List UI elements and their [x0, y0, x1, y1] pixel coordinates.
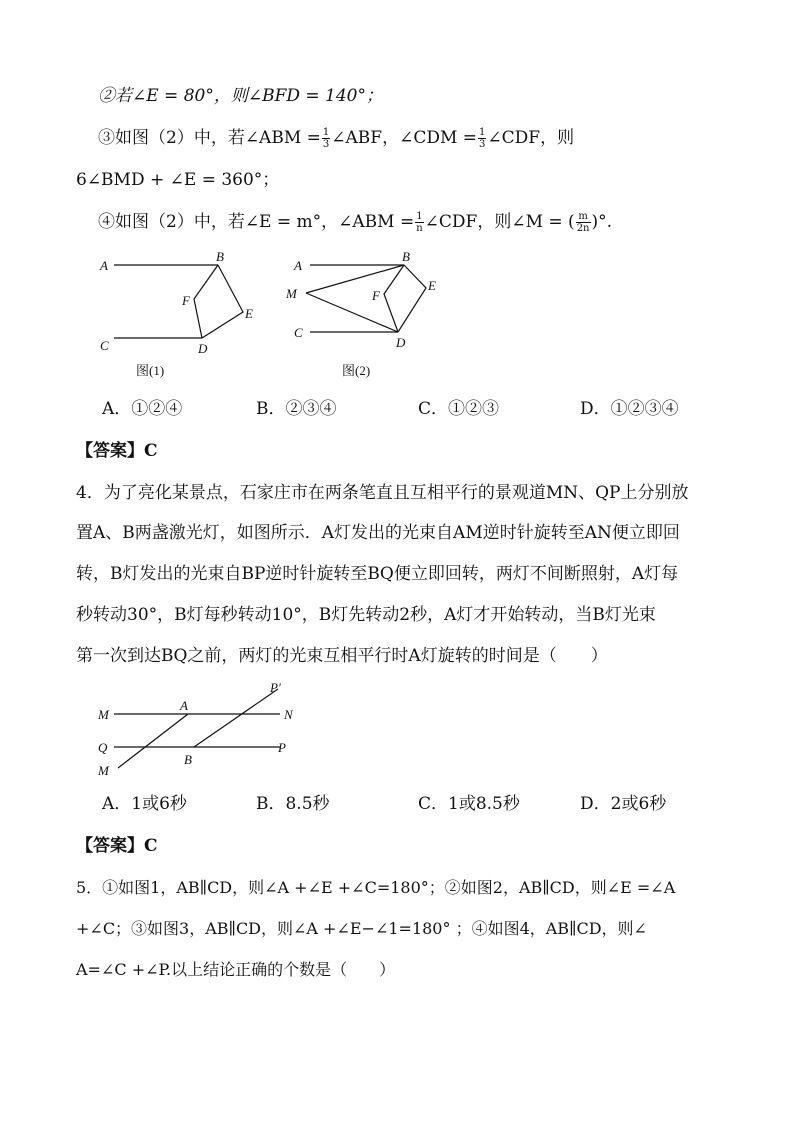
path-bfd [384, 265, 404, 332]
beam-b [194, 689, 278, 747]
option-d: D．①②③④ [580, 399, 679, 419]
label-e: E [245, 306, 253, 321]
label-d: D [198, 341, 208, 356]
figure-q4 [92, 674, 312, 784]
option-d: D．2或6秒 [580, 794, 667, 814]
label-n: N [284, 707, 293, 722]
q4-line-3: 转，B灯发出的光束自BP逆时针旋转至BQ便立即回转，两灯不间断照射，A灯每 [76, 564, 679, 584]
label-p: P [278, 740, 286, 755]
q4-line-1: 4．为了亮化某景点，石家庄市在两条笔直且互相平行的景观道MN、QP上分别放 [76, 483, 689, 503]
figure-2-caption: 图(2) [342, 363, 371, 378]
path-bed [202, 265, 243, 338]
option-a: A．①②④ [102, 399, 183, 419]
label-e: E [428, 278, 436, 293]
option-c: C．①②③ [418, 399, 500, 419]
label-c: C [294, 325, 303, 340]
statement-3-line2: 6∠BMD + ∠E = 360°； [76, 170, 280, 190]
q5-line-3: A=∠C +∠P.以上结论正确的个数是（ ） [76, 960, 396, 979]
label-q: Q [98, 740, 108, 755]
answer-q4: 【答案】C [76, 836, 158, 856]
beam-a [118, 714, 188, 768]
label-a: A [100, 258, 108, 273]
q4-line-2: 置A、B两盏激光灯，如图所示．A灯发出的光束自AM逆时针旋转至AN便立即回 [76, 523, 680, 543]
statement-2: ②若∠E = 80°，则∠BFD = 140°； [98, 86, 383, 106]
path-bed [398, 265, 426, 332]
label-d: D [396, 335, 406, 350]
label-m-bottom: M [98, 763, 109, 778]
label-f: F [372, 288, 380, 303]
option-b: B．②③④ [256, 399, 337, 419]
q4-line-5: 第一次到达BQ之前，两灯的光束互相平行时A灯旋转的时间是（ ） [76, 646, 608, 666]
label-b: B [216, 249, 224, 264]
line-md [306, 293, 398, 332]
label-c: C [100, 338, 109, 353]
q5-line-2: +∠C；③如图3，AB∥CD，则∠A +∠E−∠1=180° ；④如图4，AB∥CD，则∠ [76, 919, 647, 938]
label-p-prime: P′ [270, 680, 281, 695]
figure-1 [90, 244, 280, 384]
label-a: A [180, 698, 188, 713]
label-b: B [402, 249, 410, 264]
statement-3-line1: ③如图（2）中，若∠ABM = $\frac{1}{3}$ ∠ABF，∠CDM = $\frac{1}{3}$ ∠CDF，则 [98, 127, 575, 150]
path-bfd [194, 265, 218, 338]
q5-line-1: 5．①如图1，AB∥CD，则∠A +∠E +∠C=180°；②如图2，AB∥CD，则∠E =∠A [76, 878, 676, 897]
option-a: A．1或6秒 [102, 794, 187, 814]
option-b: B．8.5秒 [256, 794, 330, 814]
label-a: A [294, 258, 302, 273]
label-m-top: M [98, 707, 109, 722]
statement-4: ④如图（2）中，若∠E = m°，∠ABM = $\frac{1}{n}$ ∠CDF，则∠M = ( $\frac{m}{2n}$ )°. [98, 211, 613, 234]
fraction: $\frac{1}{3}$ [479, 127, 486, 150]
q4-line-4: 秒转动30°，B灯每秒转动10°，B灯先转动2秒，A灯才开始转动，当B灯光束 [76, 605, 656, 625]
fraction: $\frac{m}{2n}$ [576, 211, 590, 234]
label-f: F [182, 293, 190, 308]
figure-2 [282, 244, 462, 384]
label-m: M [286, 286, 297, 301]
label-b: B [184, 752, 192, 767]
figure-1-caption: 图(1) [136, 363, 165, 378]
line-mb [306, 265, 404, 293]
fraction: $\frac{1}{3}$ [322, 127, 330, 150]
option-c: C．1或8.5秒 [418, 794, 520, 814]
fraction: $\frac{1}{n}$ [416, 211, 423, 234]
answer-q3: 【答案】C [76, 441, 158, 461]
